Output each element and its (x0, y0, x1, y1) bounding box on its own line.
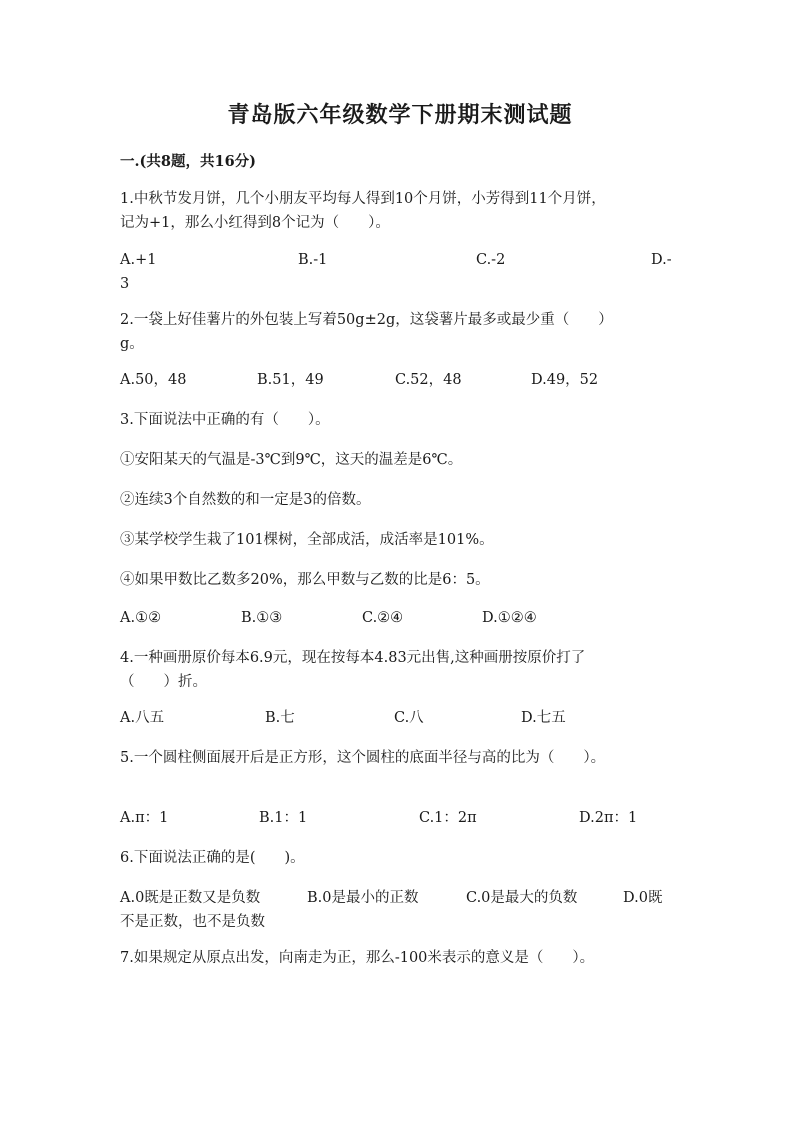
question-4-option-a: A.八五 (120, 710, 165, 726)
question-3-statement-2: ②连续3个自然数的和一定是3的倍数。 (120, 492, 371, 508)
question-4-line-1: 4.一种画册原价每本6.9元，现在按每本4.83元出售,这种画册按原价打了 (120, 650, 586, 666)
question-3-statement-4: ④如果甲数比乙数多20%，那么甲数与乙数的比是6：5。 (120, 572, 490, 588)
question-1-option-b: B.-1 (298, 252, 328, 268)
question-1-stem (120, 187, 680, 235)
document-title: 青岛版六年级数学下册期末测试题 (227, 102, 573, 128)
question-2-line-1: 2.一袋上好佳薯片的外包装上写着50g±2g，这袋薯片最多或最少重（ ） (120, 312, 613, 328)
question-1-line-2: 记为+1，那么小红得到8个记为（ ）。 (120, 215, 390, 231)
question-6-option-a: A.0既是正数又是负数 (120, 890, 261, 906)
question-1-option-a: A.+1 (120, 252, 157, 268)
question-3-statement-3: ③某学校学生栽了101棵树，全部成活，成活率是101%。 (120, 532, 494, 548)
question-1-options (120, 248, 680, 296)
question-3-statement-1: ①安阳某天的气温是-3℃到9℃，这天的温差是6℃。 (120, 452, 463, 468)
question-3-stem: 3.下面说法中正确的有（ ）。 (120, 412, 330, 428)
question-5-option-b: B.1：1 (259, 810, 308, 826)
question-3-option-b: B.①③ (241, 610, 283, 626)
question-3-option-d: D.①②④ (482, 610, 537, 626)
question-6-options (120, 886, 680, 934)
question-5-option-d: D.2π：1 (579, 810, 638, 826)
question-1-option-c: C.-2 (476, 252, 506, 268)
question-7-stem: 7.如果规定从原点出发，向南走为正，那么-100米表示的意义是（ ）。 (120, 950, 595, 966)
question-4-stem (120, 646, 680, 694)
question-2-option-b: B.51，49 (257, 372, 324, 388)
question-4-option-b: B.七 (265, 710, 295, 726)
question-1-option-d-wrap: 3 (120, 276, 130, 292)
question-1-line-1: 1.中秋节发月饼，几个小朋友平均每人得到10个月饼，小芳得到11个月饼， (120, 191, 606, 207)
question-6-option-c: C.0是最大的负数 (466, 890, 578, 906)
question-2-option-d: D.49，52 (531, 372, 599, 388)
question-3-option-c: C.②④ (362, 610, 404, 626)
question-2-option-a: A.50，48 (120, 372, 187, 388)
question-4-option-c: C.八 (394, 710, 424, 726)
question-6-option-d-wrap: 不是正数，也不是负数 (120, 914, 265, 930)
question-3-option-a: A.①② (120, 610, 162, 626)
question-5-option-c: C.1：2π (419, 810, 477, 826)
question-4-option-d: D.七五 (521, 710, 566, 726)
question-6-stem: 6.下面说法正确的是( )。 (120, 850, 305, 866)
question-2-option-c: C.52，48 (395, 372, 462, 388)
question-5-stem: 5.一个圆柱侧面展开后是正方形，这个圆柱的底面半径与高的比为（ ）。 (120, 750, 606, 766)
question-1-option-d: D.- (651, 252, 672, 268)
section-header: 一.(共8题，共16分) (120, 153, 257, 170)
question-6-option-b: B.0是最小的正数 (307, 890, 419, 906)
question-4-line-2: （ ）折。 (120, 674, 207, 690)
question-6-option-d: D.0既 (623, 890, 663, 906)
question-5-option-a: A.π：1 (120, 810, 169, 826)
question-2-stem (120, 308, 680, 356)
question-2-line-2: g。 (120, 336, 144, 352)
